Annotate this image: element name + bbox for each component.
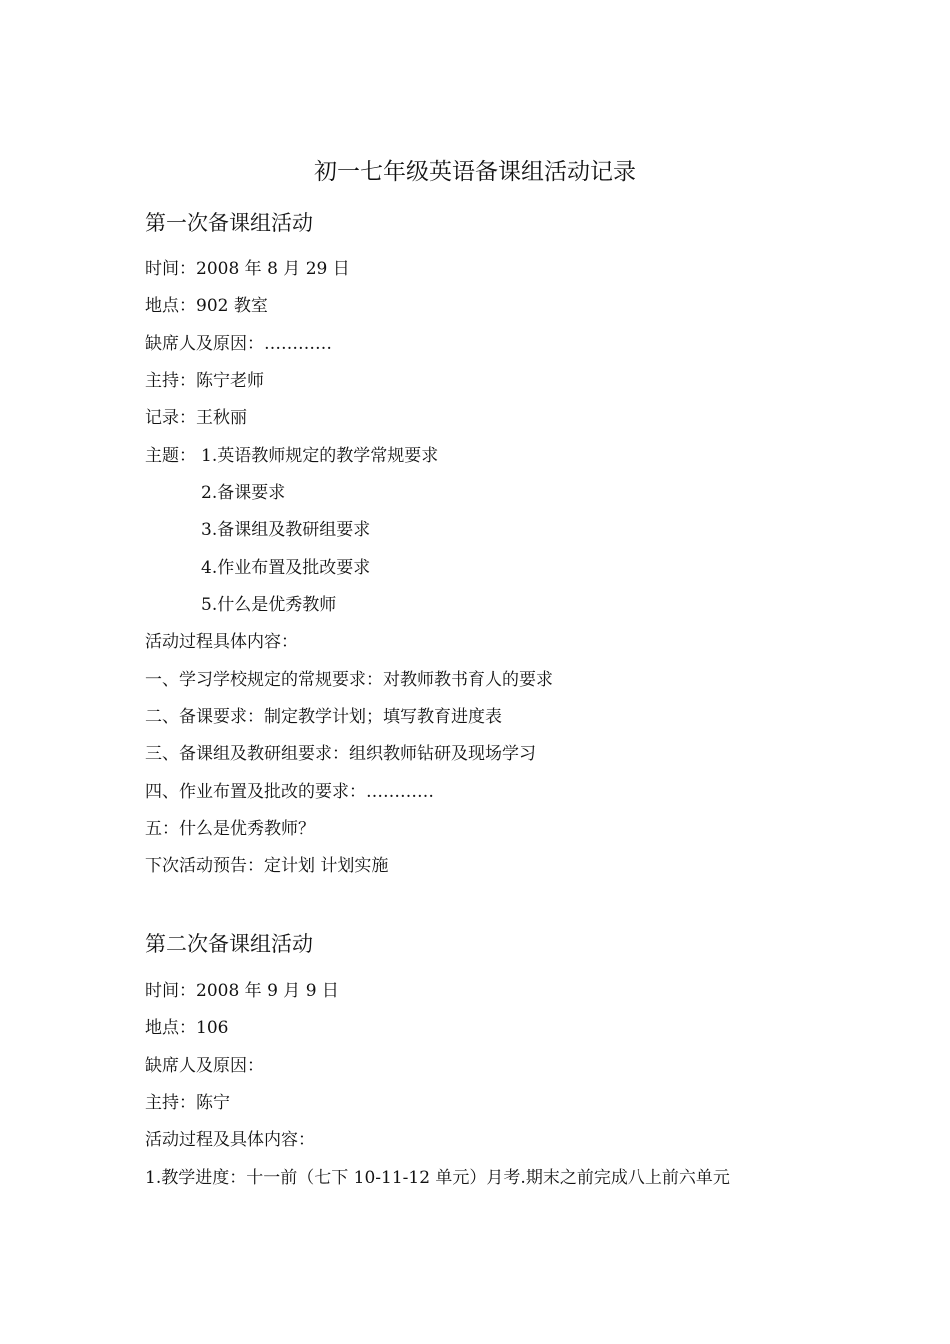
section1-topic-2: 2.备课要求 [201, 483, 286, 503]
document-title: 初一七年级英语备课组活动记录 [314, 159, 636, 185]
section1-topic-5: 5.什么是优秀教师 [201, 595, 337, 615]
section1-item-1: 一、学习学校规定的常规要求：对教师教书育人的要求 [145, 670, 553, 690]
section1-topic-3: 3.备课组及教研组要求 [201, 520, 371, 540]
section1-next: 下次活动预告：定计划 计划实施 [145, 856, 389, 876]
section1-item-3: 三、备课组及教研组要求：组织教师钻研及现场学习 [145, 744, 536, 764]
section2-place: 地点：106 [145, 1018, 229, 1038]
section1-process-label: 活动过程具体内容： [145, 632, 298, 652]
section1-host: 主持：陈宁老师 [145, 371, 264, 391]
section1-topic-label: 主题： [145, 446, 196, 466]
section1-recorder: 记录：王秋丽 [145, 408, 247, 428]
section1-item-2: 二、备课要求：制定教学计划；填写教育进度表 [145, 707, 502, 727]
section2-item-1: 1.教学进度：十一前（七下 10-11-12 单元）月考.期末之前完成八上前六单元 [145, 1168, 730, 1188]
section1-heading: 第一次备课组活动 [145, 211, 313, 235]
section1-place: 地点：902 教室 [145, 296, 268, 316]
section2-host: 主持：陈宁 [145, 1093, 230, 1113]
section2-time: 时间：2008 年 9 月 9 日 [145, 981, 339, 1001]
section1-absent: 缺席人及原因：………… [145, 334, 332, 354]
section2-process-label: 活动过程及具体内容： [145, 1130, 315, 1150]
section1-item-5: 五：什么是优秀教师？ [145, 819, 315, 839]
section1-topic-1: 1.英语教师规定的教学常规要求 [201, 446, 439, 466]
section1-item-4: 四、作业布置及批改的要求：………… [145, 782, 434, 802]
section1-time: 时间：2008 年 8 月 29 日 [145, 259, 350, 279]
section2-absent: 缺席人及原因： [145, 1056, 264, 1076]
section1-topic-4: 4.作业布置及批改要求 [201, 558, 371, 578]
section2-heading: 第二次备课组活动 [145, 932, 313, 956]
